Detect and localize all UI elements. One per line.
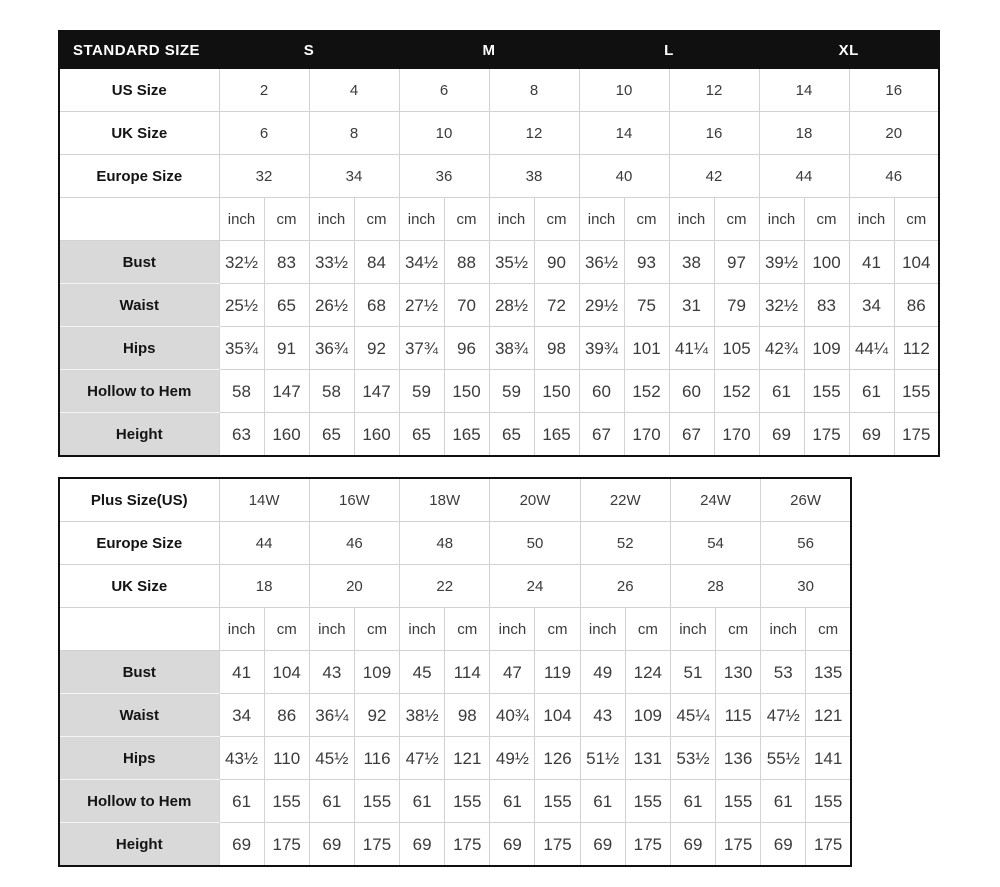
measure-value-cell: 65 xyxy=(264,284,309,327)
size-row xyxy=(59,565,851,608)
size-value-cell: 22W xyxy=(580,478,670,522)
measure-row-label: Hollow to Hem xyxy=(59,370,219,413)
measure-row-label: Hollow to Hem xyxy=(59,780,219,823)
measure-value-cell: 165 xyxy=(444,413,489,457)
measure-value-cell: 69 xyxy=(400,823,445,867)
unit-row xyxy=(59,198,939,241)
size-value-cell: 8 xyxy=(489,69,579,112)
measure-value-cell: 155 xyxy=(806,780,851,823)
size-value-cell: 44 xyxy=(759,155,849,198)
size-group-header: L xyxy=(579,31,759,69)
size-row xyxy=(59,522,851,565)
size-value-cell: 14 xyxy=(759,69,849,112)
measure-value-cell: 101 xyxy=(624,327,669,370)
measure-value-cell: 175 xyxy=(804,413,849,457)
measure-value-cell: 104 xyxy=(535,694,580,737)
measure-value-cell: 150 xyxy=(444,370,489,413)
measure-value-cell: 98 xyxy=(445,694,490,737)
size-value-cell: 24 xyxy=(490,565,580,608)
measure-value-cell: 155 xyxy=(716,780,761,823)
measure-value-cell: 160 xyxy=(354,413,399,457)
unit-cell: inch xyxy=(219,198,264,241)
measure-value-cell: 75 xyxy=(624,284,669,327)
measure-value-cell: 152 xyxy=(624,370,669,413)
measure-value-cell: 93 xyxy=(624,241,669,284)
measure-value-cell: 152 xyxy=(714,370,759,413)
measure-row xyxy=(59,370,939,413)
measure-value-cell: 175 xyxy=(806,823,851,867)
unit-cell: inch xyxy=(489,198,534,241)
size-value-cell: 18 xyxy=(219,565,309,608)
measure-value-cell: 39¾ xyxy=(579,327,624,370)
unit-cell: inch xyxy=(849,198,894,241)
size-value-cell: 20W xyxy=(490,478,580,522)
measure-value-cell: 155 xyxy=(894,370,939,413)
measure-value-cell: 35½ xyxy=(489,241,534,284)
size-row xyxy=(59,69,939,112)
measure-value-cell: 69 xyxy=(580,823,625,867)
measure-value-cell: 121 xyxy=(445,737,490,780)
size-value-cell: 52 xyxy=(580,522,670,565)
measure-value-cell: 65 xyxy=(489,413,534,457)
row-label: Europe Size xyxy=(59,155,219,198)
measure-value-cell: 39½ xyxy=(759,241,804,284)
size-value-cell: 16W xyxy=(309,478,399,522)
size-value-cell: 50 xyxy=(490,522,580,565)
measure-value-cell: 115 xyxy=(716,694,761,737)
measure-value-cell: 59 xyxy=(489,370,534,413)
measure-row xyxy=(59,284,939,327)
size-value-cell: 54 xyxy=(670,522,760,565)
measure-value-cell: 61 xyxy=(400,780,445,823)
size-value-cell: 44 xyxy=(219,522,309,565)
measure-value-cell: 83 xyxy=(804,284,849,327)
measure-value-cell: 96 xyxy=(444,327,489,370)
unit-cell: cm xyxy=(535,608,580,651)
size-value-cell: 38 xyxy=(489,155,579,198)
unit-cell: inch xyxy=(219,608,264,651)
measure-value-cell: 31 xyxy=(669,284,714,327)
measure-value-cell: 147 xyxy=(354,370,399,413)
measure-value-cell: 32½ xyxy=(759,284,804,327)
measure-value-cell: 98 xyxy=(534,327,579,370)
measure-value-cell: 175 xyxy=(716,823,761,867)
size-value-cell: 48 xyxy=(400,522,490,565)
size-group-header: S xyxy=(219,31,399,69)
measure-value-cell: 36¾ xyxy=(309,327,354,370)
size-value-cell: 6 xyxy=(219,112,309,155)
size-value-cell: 16 xyxy=(669,112,759,155)
measure-value-cell: 45¼ xyxy=(670,694,715,737)
measure-value-cell: 150 xyxy=(534,370,579,413)
unit-cell: cm xyxy=(264,198,309,241)
size-value-cell: 30 xyxy=(761,565,851,608)
size-group-header: XL xyxy=(759,31,939,69)
measure-value-cell: 67 xyxy=(579,413,624,457)
measure-value-cell: 69 xyxy=(490,823,535,867)
size-value-cell: 6 xyxy=(399,69,489,112)
unit-cell: cm xyxy=(354,608,399,651)
measure-value-cell: 72 xyxy=(534,284,579,327)
unit-cell: inch xyxy=(670,608,715,651)
size-value-cell: 24W xyxy=(670,478,760,522)
measure-value-cell: 45½ xyxy=(309,737,354,780)
measure-value-cell: 61 xyxy=(309,780,354,823)
measure-value-cell: 126 xyxy=(535,737,580,780)
size-value-cell: 20 xyxy=(849,112,939,155)
measure-value-cell: 92 xyxy=(354,327,399,370)
measure-value-cell: 70 xyxy=(444,284,489,327)
measure-value-cell: 109 xyxy=(804,327,849,370)
measure-value-cell: 155 xyxy=(804,370,849,413)
measure-value-cell: 34 xyxy=(849,284,894,327)
measure-value-cell: 83 xyxy=(264,241,309,284)
measure-value-cell: 175 xyxy=(894,413,939,457)
measure-value-cell: 155 xyxy=(264,780,309,823)
measure-value-cell: 43 xyxy=(309,651,354,694)
measure-value-cell: 27½ xyxy=(399,284,444,327)
measure-value-cell: 69 xyxy=(849,413,894,457)
measure-value-cell: 61 xyxy=(490,780,535,823)
measure-value-cell: 49 xyxy=(580,651,625,694)
measure-value-cell: 65 xyxy=(399,413,444,457)
unit-cell: cm xyxy=(534,198,579,241)
measure-value-cell: 42¾ xyxy=(759,327,804,370)
measure-value-cell: 65 xyxy=(309,413,354,457)
measure-value-cell: 34½ xyxy=(399,241,444,284)
measure-value-cell: 135 xyxy=(806,651,851,694)
measure-value-cell: 79 xyxy=(714,284,759,327)
unit-cell: cm xyxy=(264,608,309,651)
table-header-row xyxy=(59,31,939,69)
measure-row-label: Hips xyxy=(59,327,219,370)
measure-value-cell: 29½ xyxy=(579,284,624,327)
size-value-cell: 32 xyxy=(219,155,309,198)
measure-value-cell: 61 xyxy=(849,370,894,413)
measure-value-cell: 141 xyxy=(806,737,851,780)
measure-value-cell: 136 xyxy=(716,737,761,780)
measure-value-cell: 116 xyxy=(354,737,399,780)
measure-value-cell: 69 xyxy=(219,823,264,867)
measure-value-cell: 61 xyxy=(761,780,806,823)
measure-value-cell: 67 xyxy=(669,413,714,457)
unit-cell: cm xyxy=(714,198,759,241)
unit-cell: cm xyxy=(624,198,669,241)
measure-value-cell: 124 xyxy=(625,651,670,694)
measure-value-cell: 61 xyxy=(219,780,264,823)
size-value-cell: 4 xyxy=(309,69,399,112)
unit-cell: cm xyxy=(625,608,670,651)
unit-cell: cm xyxy=(444,198,489,241)
measure-row xyxy=(59,780,851,823)
standard-size-table xyxy=(58,30,940,457)
measure-value-cell: 58 xyxy=(219,370,264,413)
size-value-cell: 34 xyxy=(309,155,399,198)
measure-value-cell: 170 xyxy=(714,413,759,457)
measure-value-cell: 155 xyxy=(445,780,490,823)
measure-value-cell: 51½ xyxy=(580,737,625,780)
unit-cell: cm xyxy=(804,198,849,241)
measure-value-cell: 170 xyxy=(624,413,669,457)
measure-value-cell: 104 xyxy=(894,241,939,284)
measure-value-cell: 41¼ xyxy=(669,327,714,370)
measure-value-cell: 32½ xyxy=(219,241,264,284)
measure-value-cell: 165 xyxy=(534,413,579,457)
measure-value-cell: 68 xyxy=(354,284,399,327)
measure-row xyxy=(59,651,851,694)
measure-value-cell: 47 xyxy=(490,651,535,694)
size-value-cell: 14W xyxy=(219,478,309,522)
measure-value-cell: 26½ xyxy=(309,284,354,327)
unit-cell: cm xyxy=(445,608,490,651)
measure-value-cell: 38 xyxy=(669,241,714,284)
measure-value-cell: 104 xyxy=(264,651,309,694)
size-value-cell: 26 xyxy=(580,565,670,608)
size-value-cell: 18W xyxy=(400,478,490,522)
measure-value-cell: 38½ xyxy=(400,694,445,737)
measure-row-label: Hips xyxy=(59,737,219,780)
unit-cell: inch xyxy=(399,198,444,241)
size-charts-container xyxy=(58,30,940,867)
measure-value-cell: 105 xyxy=(714,327,759,370)
measure-value-cell: 130 xyxy=(716,651,761,694)
size-value-cell: 20 xyxy=(309,565,399,608)
unit-cell: inch xyxy=(759,198,804,241)
size-group-header: M xyxy=(399,31,579,69)
measure-row-label: Waist xyxy=(59,694,219,737)
measure-value-cell: 60 xyxy=(579,370,624,413)
measure-value-cell: 110 xyxy=(264,737,309,780)
measure-value-cell: 84 xyxy=(354,241,399,284)
measure-value-cell: 43½ xyxy=(219,737,264,780)
measure-value-cell: 112 xyxy=(894,327,939,370)
unit-cell: inch xyxy=(490,608,535,651)
measure-value-cell: 109 xyxy=(354,651,399,694)
measure-value-cell: 33½ xyxy=(309,241,354,284)
measure-value-cell: 61 xyxy=(580,780,625,823)
measure-row xyxy=(59,823,851,867)
plus-size-table xyxy=(58,477,852,867)
unit-cell: inch xyxy=(400,608,445,651)
size-value-cell: 14 xyxy=(579,112,669,155)
measure-value-cell: 155 xyxy=(625,780,670,823)
measure-value-cell: 45 xyxy=(400,651,445,694)
measure-value-cell: 51 xyxy=(670,651,715,694)
measure-value-cell: 58 xyxy=(309,370,354,413)
size-value-cell: 22 xyxy=(400,565,490,608)
measure-row xyxy=(59,327,939,370)
unit-cell: cm xyxy=(806,608,851,651)
row-label: UK Size xyxy=(59,112,219,155)
measure-row xyxy=(59,413,939,457)
unit-cell: cm xyxy=(716,608,761,651)
size-value-cell: 36 xyxy=(399,155,489,198)
measure-value-cell: 88 xyxy=(444,241,489,284)
measure-value-cell: 175 xyxy=(445,823,490,867)
measure-value-cell: 34 xyxy=(219,694,264,737)
size-value-cell: 40 xyxy=(579,155,669,198)
unit-cell: cm xyxy=(354,198,399,241)
measure-value-cell: 175 xyxy=(264,823,309,867)
measure-value-cell: 28½ xyxy=(489,284,534,327)
size-row xyxy=(59,112,939,155)
measure-row xyxy=(59,241,939,284)
blank-cell xyxy=(59,608,219,651)
measure-value-cell: 109 xyxy=(625,694,670,737)
measure-value-cell: 86 xyxy=(264,694,309,737)
size-value-cell: 2 xyxy=(219,69,309,112)
measure-value-cell: 61 xyxy=(670,780,715,823)
size-row xyxy=(59,155,939,198)
measure-value-cell: 131 xyxy=(625,737,670,780)
measure-value-cell: 92 xyxy=(354,694,399,737)
measure-value-cell: 44¼ xyxy=(849,327,894,370)
measure-value-cell: 61 xyxy=(759,370,804,413)
measure-value-cell: 49½ xyxy=(490,737,535,780)
measure-value-cell: 38¾ xyxy=(489,327,534,370)
table-title: STANDARD SIZE xyxy=(59,31,219,69)
measure-value-cell: 175 xyxy=(535,823,580,867)
measure-value-cell: 59 xyxy=(399,370,444,413)
measure-row xyxy=(59,737,851,780)
measure-row-label: Waist xyxy=(59,284,219,327)
measure-value-cell: 36¼ xyxy=(309,694,354,737)
blank-cell xyxy=(59,198,219,241)
measure-value-cell: 47½ xyxy=(761,694,806,737)
measure-value-cell: 60 xyxy=(669,370,714,413)
measure-value-cell: 119 xyxy=(535,651,580,694)
measure-value-cell: 36½ xyxy=(579,241,624,284)
measure-value-cell: 37¾ xyxy=(399,327,444,370)
row-label: Plus Size(US) xyxy=(59,478,219,522)
size-value-cell: 46 xyxy=(849,155,939,198)
unit-cell: inch xyxy=(579,198,624,241)
measure-value-cell: 91 xyxy=(264,327,309,370)
measure-value-cell: 147 xyxy=(264,370,309,413)
unit-cell: inch xyxy=(309,198,354,241)
size-value-cell: 42 xyxy=(669,155,759,198)
unit-cell: inch xyxy=(761,608,806,651)
size-value-cell: 18 xyxy=(759,112,849,155)
size-row xyxy=(59,478,851,522)
measure-value-cell: 53½ xyxy=(670,737,715,780)
size-value-cell: 10 xyxy=(399,112,489,155)
size-value-cell: 56 xyxy=(761,522,851,565)
measure-value-cell: 25½ xyxy=(219,284,264,327)
size-value-cell: 26W xyxy=(761,478,851,522)
size-value-cell: 12 xyxy=(669,69,759,112)
measure-value-cell: 121 xyxy=(806,694,851,737)
measure-value-cell: 35¾ xyxy=(219,327,264,370)
measure-value-cell: 86 xyxy=(894,284,939,327)
measure-value-cell: 175 xyxy=(354,823,399,867)
measure-value-cell: 69 xyxy=(670,823,715,867)
measure-value-cell: 160 xyxy=(264,413,309,457)
size-value-cell: 28 xyxy=(670,565,760,608)
measure-value-cell: 47½ xyxy=(400,737,445,780)
measure-value-cell: 40¾ xyxy=(490,694,535,737)
measure-value-cell: 69 xyxy=(309,823,354,867)
measure-row xyxy=(59,694,851,737)
measure-value-cell: 155 xyxy=(535,780,580,823)
row-label: US Size xyxy=(59,69,219,112)
unit-cell: inch xyxy=(669,198,714,241)
measure-value-cell: 41 xyxy=(849,241,894,284)
size-value-cell: 46 xyxy=(309,522,399,565)
measure-value-cell: 55½ xyxy=(761,737,806,780)
measure-value-cell: 43 xyxy=(580,694,625,737)
measure-row-label: Height xyxy=(59,413,219,457)
measure-value-cell: 69 xyxy=(761,823,806,867)
size-value-cell: 10 xyxy=(579,69,669,112)
measure-value-cell: 97 xyxy=(714,241,759,284)
measure-value-cell: 100 xyxy=(804,241,849,284)
row-label: Europe Size xyxy=(59,522,219,565)
unit-cell: cm xyxy=(894,198,939,241)
measure-value-cell: 69 xyxy=(759,413,804,457)
size-value-cell: 12 xyxy=(489,112,579,155)
unit-cell: inch xyxy=(309,608,354,651)
size-value-cell: 16 xyxy=(849,69,939,112)
measure-row-label: Bust xyxy=(59,651,219,694)
measure-value-cell: 114 xyxy=(445,651,490,694)
measure-value-cell: 175 xyxy=(625,823,670,867)
measure-row-label: Bust xyxy=(59,241,219,284)
size-value-cell: 8 xyxy=(309,112,399,155)
measure-value-cell: 41 xyxy=(219,651,264,694)
measure-value-cell: 53 xyxy=(761,651,806,694)
measure-value-cell: 155 xyxy=(354,780,399,823)
unit-cell: inch xyxy=(580,608,625,651)
measure-value-cell: 90 xyxy=(534,241,579,284)
unit-row xyxy=(59,608,851,651)
measure-row-label: Height xyxy=(59,823,219,867)
row-label: UK Size xyxy=(59,565,219,608)
measure-value-cell: 63 xyxy=(219,413,264,457)
